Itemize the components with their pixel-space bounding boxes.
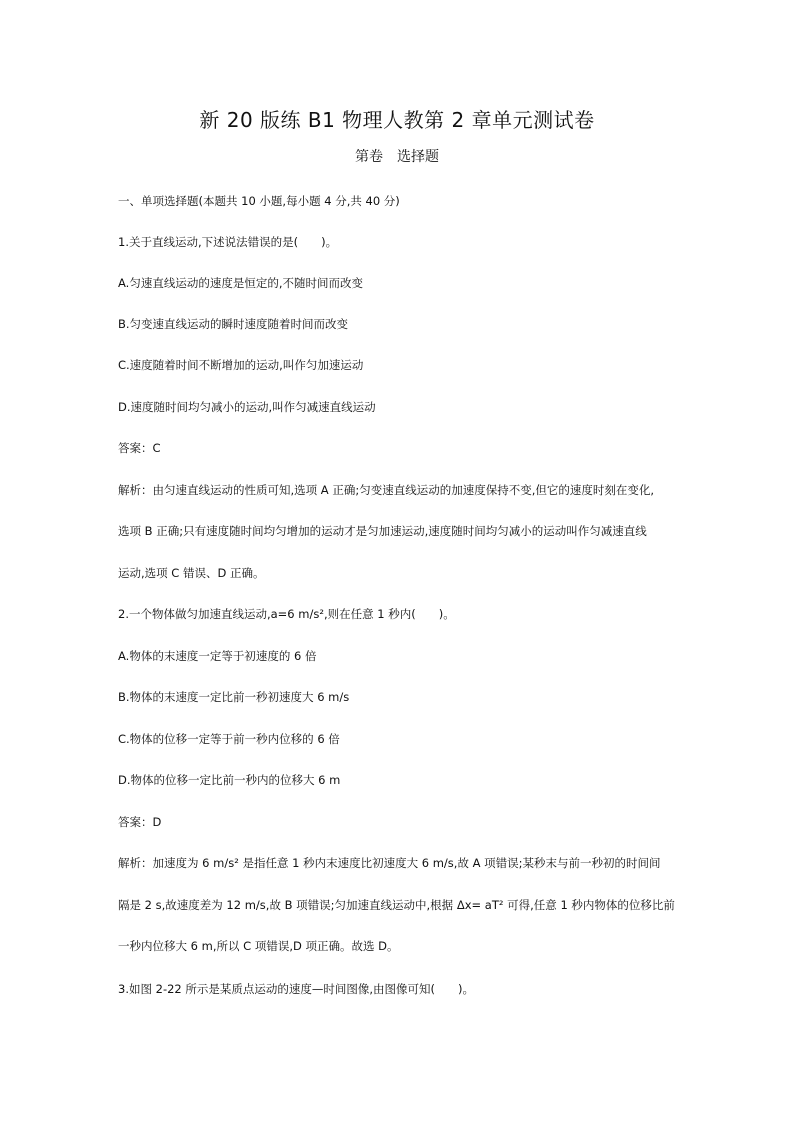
question-2-stem: 2.一个物体做匀加速直线运动,a=6 m/s²,则在任意 1 秒内( )。 bbox=[118, 607, 455, 621]
question-1-option-c: C.速度随着时间不断增加的运动,叫作匀加速运动 bbox=[118, 358, 364, 372]
question-2-option-d: D.物体的位移一定比前一秒内的位移大 6 m bbox=[118, 773, 341, 787]
question-2-answer: 答案：D bbox=[118, 815, 162, 829]
question-1-stem: 1.关于直线运动,下述说法错误的是( )。 bbox=[118, 235, 338, 249]
question-1-analysis-line: 运动,选项 C 错误、D 正确。 bbox=[118, 566, 265, 580]
question-1-option-d: D.速度随时间均匀减小的运动,叫作匀减速直线运动 bbox=[118, 400, 376, 414]
question-3-stem: 3.如图 2-22 所示是某质点运动的速度—时间图像,由图像可知( )。 bbox=[118, 982, 475, 996]
question-2-analysis-line: 一秒内位移大 6 m,所以 C 项错误,D 项正确。故选 D。 bbox=[118, 939, 399, 953]
question-1-analysis-line: 选项 B 正确;只有速度随时间均匀增加的运动才是匀加速运动,速度随时间均匀减小的运动叫作匀减速直线 bbox=[118, 524, 647, 538]
question-1-answer: 答案：C bbox=[118, 441, 161, 455]
question-2-option-b: B.物体的末速度一定比前一秒初速度大 6 m/s bbox=[118, 690, 350, 704]
question-1-option-a: A.匀速直线运动的速度是恒定的,不随时间而改变 bbox=[118, 276, 363, 290]
question-1-analysis-line: 解析：由匀速直线运动的性质可知,选项 A 正确;匀变速直线运动的加速度保持不变,但它的速度时刻在变化, bbox=[118, 483, 655, 497]
page-subtitle: 第卷 选择题 bbox=[355, 149, 439, 165]
question-2-option-a: A.物体的末速度一定等于初速度的 6 倍 bbox=[118, 649, 317, 663]
question-2-option-c: C.物体的位移一定等于前一秒内位移的 6 倍 bbox=[118, 732, 340, 746]
page-title: 新 20 版练 B1 物理人教第 2 章单元测试卷 bbox=[199, 108, 595, 132]
section-heading: 一、单项选择题(本题共 10 小题,每小题 4 分,共 40 分) bbox=[118, 194, 400, 208]
question-2-analysis-line: 解析：加速度为 6 m/s² 是指任意 1 秒内末速度比初速度大 6 m/s,故 A 项错误;某秒末与前一秒初的时间间 bbox=[118, 856, 661, 870]
question-2-analysis-line: 隔是 2 s,故速度差为 12 m/s,故 B 项错误;匀加速直线运动中,根据 Δx= aT² 可得,任意 1 秒内物体的位移比前 bbox=[118, 898, 675, 912]
question-1-option-b: B.匀变速直线运动的瞬时速度随着时间而改变 bbox=[118, 317, 349, 331]
